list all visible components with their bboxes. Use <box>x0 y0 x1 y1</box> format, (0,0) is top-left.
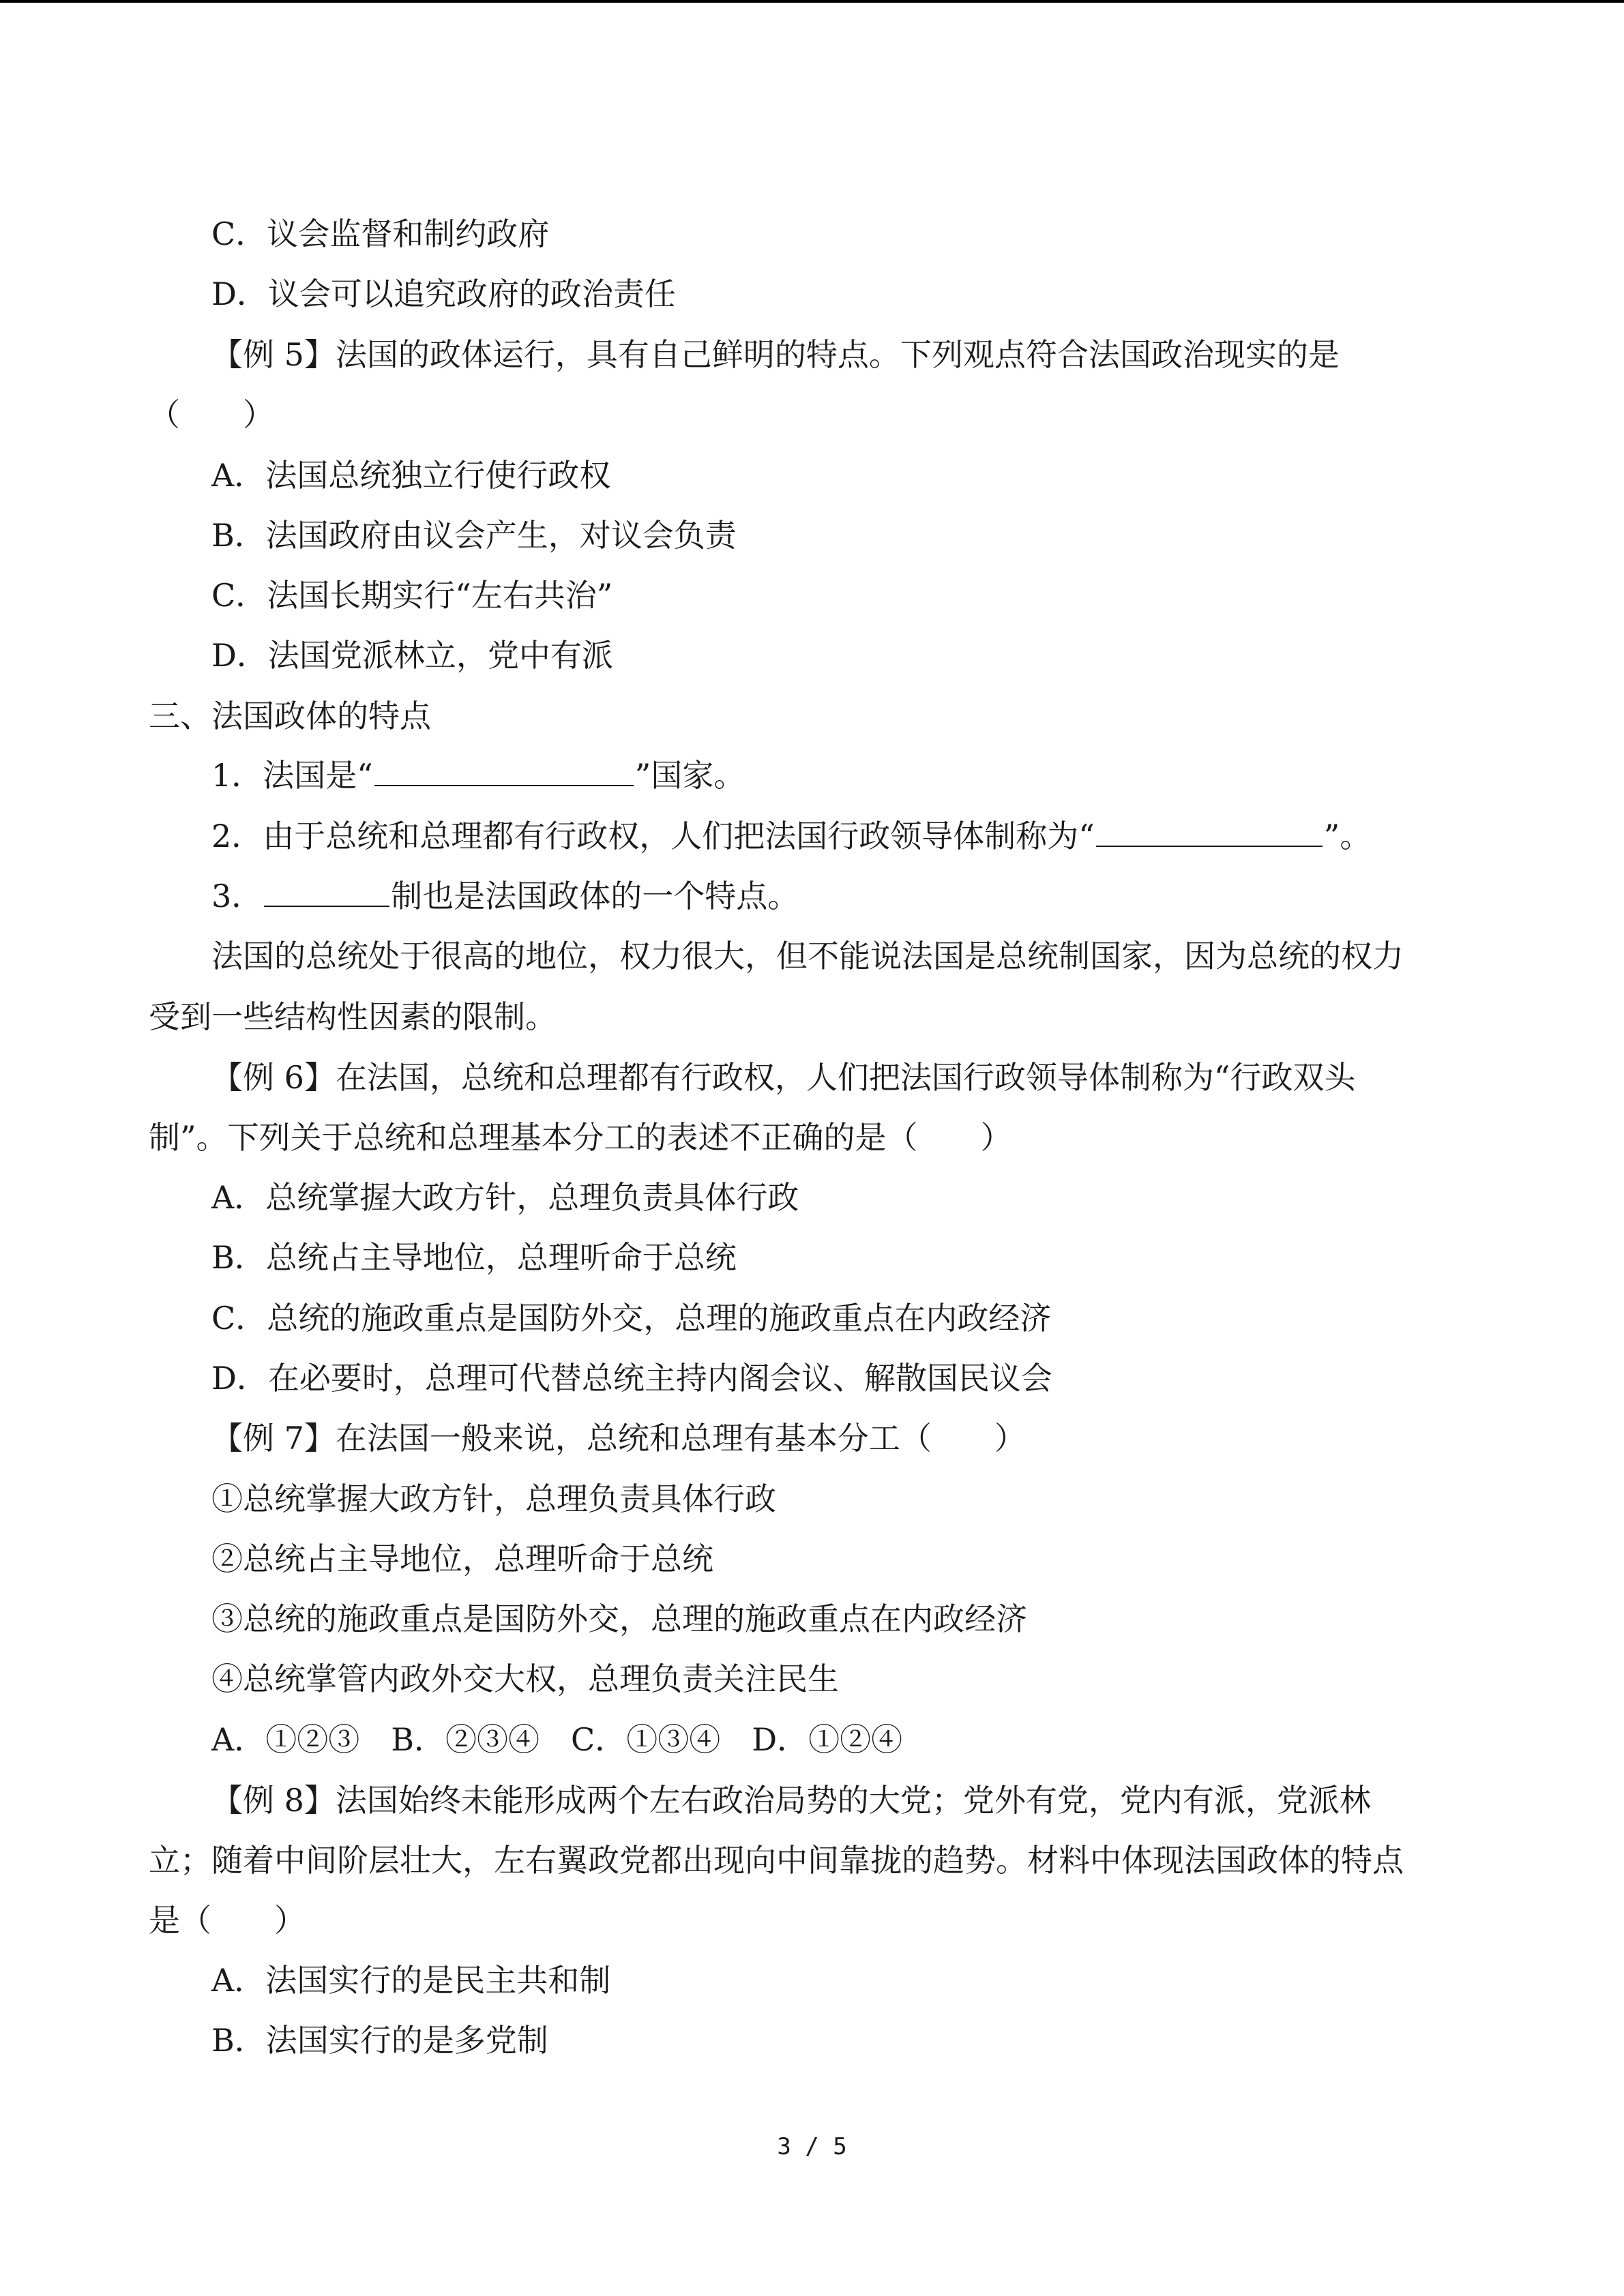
example-6-question-line-1: 【例 6】在法国，总统和总理都有行政权，人们把法国行政领导体制称为“行政双头 <box>211 1059 1356 1096</box>
example-7-question: 【例 7】在法国一般来说，总统和总理有基本分工（ ） <box>211 1420 1026 1457</box>
page-number: 3 / 5 <box>777 2133 847 2160</box>
top-border-rule <box>0 0 1624 3</box>
example-5-option-c: C．法国长期实行“左右共治” <box>211 577 613 614</box>
example-7-statement-2: ②总统占主导地位，总理听命于总统 <box>211 1540 713 1577</box>
fill-blank-item-3 <box>211 876 799 916</box>
example-6-option-a: A．总统掌握大政方针，总理负责具体行政 <box>211 1179 799 1216</box>
example-5-option-b: B．法国政府由议会产生，对议会负责 <box>211 517 737 554</box>
example-8-question-line-1: 【例 8】法国始终未能形成两个左右政治局势的大党；党外有党，党内有派，党派林 <box>211 1782 1371 1819</box>
fill-blank-2-prefix: 2．由于总统和总理都有行政权，人们把法国行政领导体制称为“ <box>211 818 1095 854</box>
fill-blank-3-answer-line[interactable] <box>264 876 389 907</box>
fill-blank-item-1 <box>211 755 745 796</box>
section-heading: 三、法国政体的特点 <box>149 698 431 734</box>
example-6-option-b: B．总统占主导地位，总理听命于总统 <box>211 1239 737 1276</box>
fill-blank-1-prefix: 1．法国是“ <box>211 757 373 794</box>
example-6-option-c: C．总统的施政重点是国防外交，总理的施政重点在内政经济 <box>211 1300 1052 1337</box>
fill-blank-1-suffix: ”国家。 <box>634 757 745 794</box>
example-8-option-b: B．法国实行的是多党制 <box>211 2022 548 2059</box>
example-8-question-line-2: 立；随着中间阶层壮大，左右翼政党都出现向中间靠拢的趋势。材料中体现法国政体的特点 <box>149 1842 1404 1879</box>
example-8-option-a: A．法国实行的是民主共和制 <box>211 1962 611 1999</box>
example-5-question: 【例 5】法国的政体运行，具有自己鲜明的特点。下列观点符合法国政治现实的是 <box>211 336 1340 373</box>
explanation-paragraph-line-1: 法国的总统处于很高的地位，权力很大，但不能说法国是总统制国家，因为总统的权力 <box>211 938 1404 974</box>
fill-blank-2-answer-line[interactable] <box>1096 816 1323 847</box>
example-5-answer-bracket: （ ） <box>149 396 274 433</box>
explanation-paragraph-line-2: 受到一些结构性因素的限制。 <box>149 998 557 1035</box>
option-d-line: D．议会可以追究政府的政治责任 <box>211 275 676 312</box>
example-5-option-d: D．法国党派林立，党中有派 <box>211 637 613 674</box>
example-7-statement-1: ①总统掌握大政方针，总理负责具体行政 <box>211 1480 776 1517</box>
example-7-statement-3: ③总统的施政重点是国防外交，总理的施政重点在内政经济 <box>211 1600 1027 1637</box>
example-7-options: A．①②③ B．②③④ C．①③④ D．①②④ <box>211 1721 903 1758</box>
fill-blank-3-suffix: 制也是法国政体的一个特点。 <box>391 878 799 914</box>
fill-blank-2-suffix: ”。 <box>1323 818 1372 854</box>
example-5-option-a: A．法国总统独立行使行政权 <box>211 457 611 494</box>
example-6-option-d: D．在必要时，总理可代替总统主持内阁会议、解散国民议会 <box>211 1360 1052 1397</box>
example-8-question-line-3: 是（ ） <box>149 1902 306 1939</box>
example-7-statement-4: ④总统掌管内政外交大权，总理负责关注民生 <box>211 1660 839 1697</box>
fill-blank-1-answer-line[interactable] <box>374 755 634 786</box>
fill-blank-3-prefix: 3． <box>211 878 263 914</box>
option-c-line: C．议会监督和制约政府 <box>211 215 550 252</box>
example-6-question-line-2: 制”。下列关于总统和总理基本分工的表述不正确的是（ ） <box>149 1119 1012 1156</box>
fill-blank-item-2 <box>211 816 1371 856</box>
